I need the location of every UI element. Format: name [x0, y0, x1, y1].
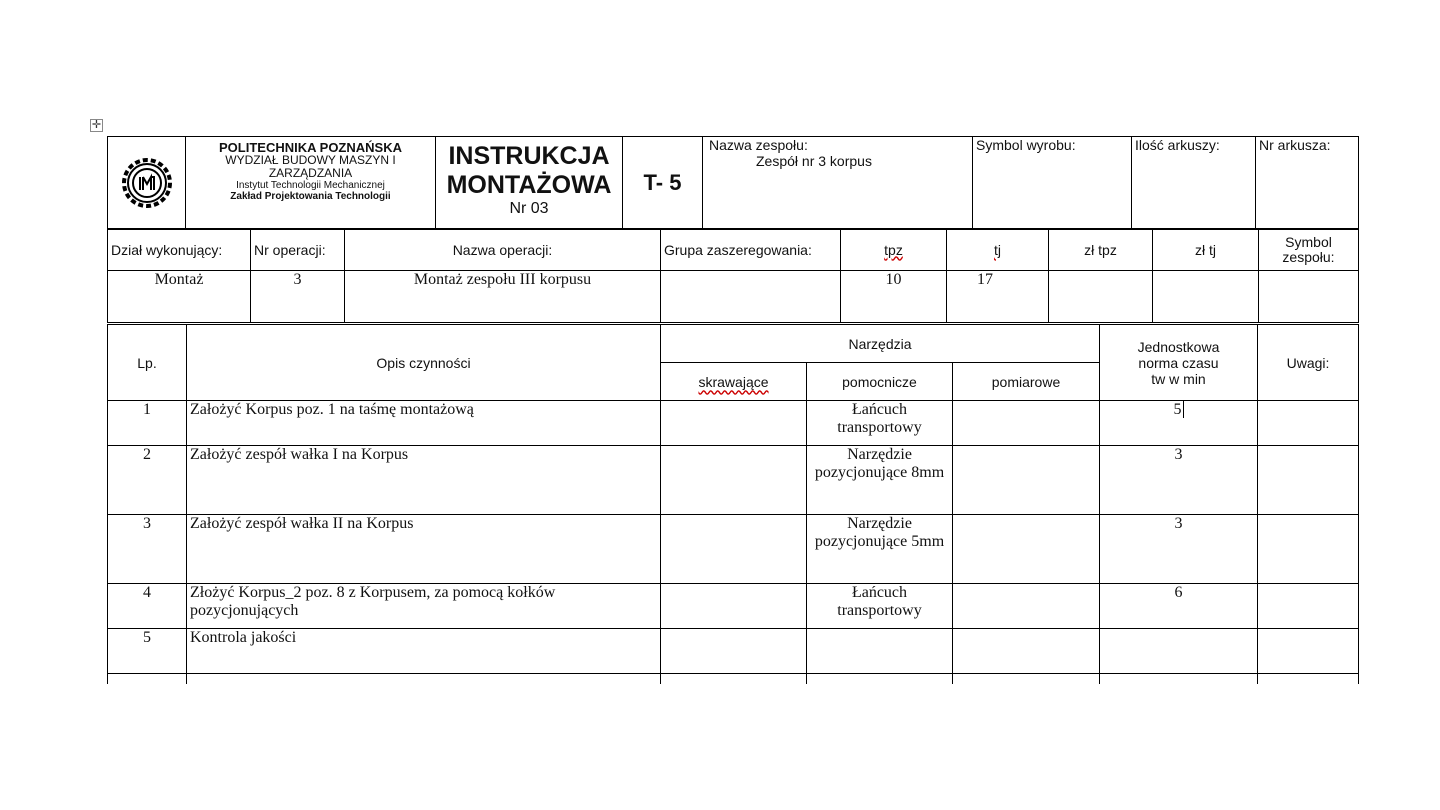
row-desc[interactable]: Założyć zespół wałka I na Korpus — [187, 446, 661, 515]
zl-tj-label: zł tj — [1195, 241, 1216, 258]
cutting-header — [661, 363, 807, 401]
auxiliary-header: pomocnicze — [807, 363, 953, 401]
zl-tpz-label: zł tpz — [1084, 241, 1117, 258]
row-desc[interactable] — [187, 674, 661, 684]
doc-number: Nr 03 — [509, 200, 549, 217]
zl-tpz-value[interactable] — [1049, 271, 1153, 323]
op-no-header: Nr operacji: — [251, 229, 345, 271]
cutting-label: skrawające — [698, 373, 769, 390]
row-time[interactable] — [1100, 629, 1258, 674]
row-lp[interactable]: 1 — [108, 401, 187, 446]
row-cutting[interactable] — [661, 629, 807, 674]
row-time[interactable]: 3 — [1100, 446, 1258, 515]
row-remarks[interactable] — [1258, 584, 1359, 629]
row-measuring[interactable] — [953, 629, 1100, 674]
table-row — [108, 584, 1359, 629]
row-lp[interactable] — [108, 674, 187, 684]
table-row — [108, 401, 1359, 446]
tj-header — [947, 229, 1049, 271]
zl-tpz-header — [1049, 229, 1153, 271]
row-auxiliary[interactable] — [807, 674, 953, 684]
steps-table — [107, 324, 1359, 684]
row-auxiliary[interactable] — [807, 629, 953, 674]
row-time-value: 5 — [1173, 401, 1182, 418]
lp-header: Lp. — [108, 325, 187, 401]
desc-header: Opis czynności — [187, 325, 661, 401]
row-remarks[interactable] — [1258, 515, 1359, 584]
group-header: Grupa zaszeregowania: — [661, 229, 841, 271]
doc-title-line2: MONTAŻOWA — [446, 171, 612, 199]
row-auxiliary[interactable]: Narzędzie pozycjonujące 8mm — [807, 446, 953, 515]
row-lp[interactable]: 2 — [108, 446, 187, 515]
text-cursor — [1183, 401, 1184, 418]
sheet-number-cell[interactable] — [1256, 137, 1359, 230]
row-auxiliary[interactable]: Łańcuch transportowy — [807, 584, 953, 629]
row-lp[interactable]: 3 — [108, 515, 187, 584]
norm-label: Jednostkowa norma czasu — [1137, 338, 1220, 371]
university-name: POLITECHNIKA POZNAŃSKA — [219, 140, 402, 155]
logo-cell — [108, 137, 186, 230]
sheet-count-cell[interactable] — [1132, 137, 1256, 230]
dept-header: Dział wykonujący: — [108, 229, 251, 271]
assembly-name-label: Nazwa zespołu: — [709, 137, 808, 153]
document-title-cell — [436, 137, 623, 230]
row-time[interactable]: 3 — [1100, 515, 1258, 584]
table-row — [108, 446, 1359, 515]
product-symbol-cell[interactable] — [973, 137, 1132, 230]
table-move-handle-icon[interactable]: ✛ — [91, 119, 102, 131]
university-logo-icon — [121, 157, 173, 209]
sheet-number-label: Nr arkusza: — [1259, 137, 1331, 153]
row-measuring[interactable] — [953, 584, 1100, 629]
table-row — [108, 515, 1359, 584]
op-name-value[interactable]: Montaż zespołu III korpusu — [345, 271, 661, 323]
header-table — [107, 136, 1359, 230]
row-remarks[interactable] — [1258, 674, 1359, 684]
tj-label: tj — [994, 241, 1001, 258]
op-no-value[interactable]: 3 — [251, 271, 345, 323]
norm-header — [1100, 325, 1258, 401]
row-desc[interactable]: Założyć zespół wałka II na Korpus — [187, 515, 661, 584]
remarks-header: Uwagi: — [1258, 325, 1359, 401]
row-time[interactable]: 6 — [1100, 584, 1258, 629]
institute-name: Instytut Technologii Mechanicznej — [236, 180, 385, 191]
row-desc[interactable]: Złożyć Korpus_2 poz. 8 z Korpusem, za pomocą kołków pozycjonujących — [187, 584, 661, 629]
zl-tj-value[interactable] — [1153, 271, 1259, 323]
tpz-header — [841, 229, 947, 271]
university-name-block — [186, 137, 436, 230]
group-value[interactable] — [661, 271, 841, 323]
row-desc[interactable]: Założyć Korpus poz. 1 na taśmę montażową — [187, 401, 661, 446]
row-measuring[interactable] — [953, 674, 1100, 684]
assembly-name-value: Zespół nr 3 korpus — [756, 153, 872, 169]
dept-value[interactable]: Montaż — [108, 271, 251, 323]
row-cutting[interactable] — [661, 401, 807, 446]
tools-header: Narzędzia — [661, 325, 1100, 363]
op-name-header: Nazwa operacji: — [345, 229, 661, 271]
row-remarks[interactable] — [1258, 629, 1359, 674]
product-symbol-label: Symbol wyrobu: — [976, 137, 1076, 153]
row-measuring[interactable] — [953, 515, 1100, 584]
row-measuring[interactable] — [953, 446, 1100, 515]
row-cutting[interactable] — [661, 674, 807, 684]
row-remarks[interactable] — [1258, 446, 1359, 515]
norm-unit: tw w min — [1151, 370, 1206, 387]
tpz-value[interactable]: 10 — [841, 271, 947, 323]
measuring-header: pomiarowe — [953, 363, 1100, 401]
symbol-header: Symbol zespołu: — [1259, 229, 1359, 271]
zl-tj-header — [1153, 229, 1259, 271]
row-auxiliary[interactable]: Łańcuch transportowy — [807, 401, 953, 446]
assembly-name-cell[interactable] — [703, 137, 973, 230]
row-lp[interactable]: 5 — [108, 629, 187, 674]
doc-code: T- 5 — [623, 137, 703, 230]
faculty-name: WYDZIAŁ BUDOWY MASZYN I ZARZĄDZANIA — [225, 153, 396, 180]
sheet-count-label: Ilość arkuszy: — [1135, 137, 1220, 153]
row-auxiliary[interactable]: Narzędzie pozycjonujące 5mm — [807, 515, 953, 584]
table-row-partial — [108, 674, 1359, 684]
symbol-value[interactable] — [1259, 271, 1359, 323]
row-time[interactable] — [1100, 401, 1258, 446]
tj-value[interactable]: 17 — [947, 271, 1049, 323]
row-desc[interactable]: Kontrola jakości — [187, 629, 661, 674]
row-cutting[interactable] — [661, 446, 807, 515]
row-measuring[interactable] — [953, 401, 1100, 446]
row-remarks[interactable] — [1258, 401, 1359, 446]
table-row — [108, 629, 1359, 674]
row-cutting[interactable] — [661, 515, 807, 584]
operation-table — [107, 228, 1359, 323]
doc-title-line1: INSTRUKCJA — [448, 142, 610, 170]
row-lp[interactable]: 4 — [108, 584, 187, 629]
row-time[interactable] — [1100, 674, 1258, 684]
department-name: Zakład Projektowania Technologii — [230, 191, 391, 202]
tpz-label: tpz — [884, 241, 903, 258]
row-cutting[interactable] — [661, 584, 807, 629]
